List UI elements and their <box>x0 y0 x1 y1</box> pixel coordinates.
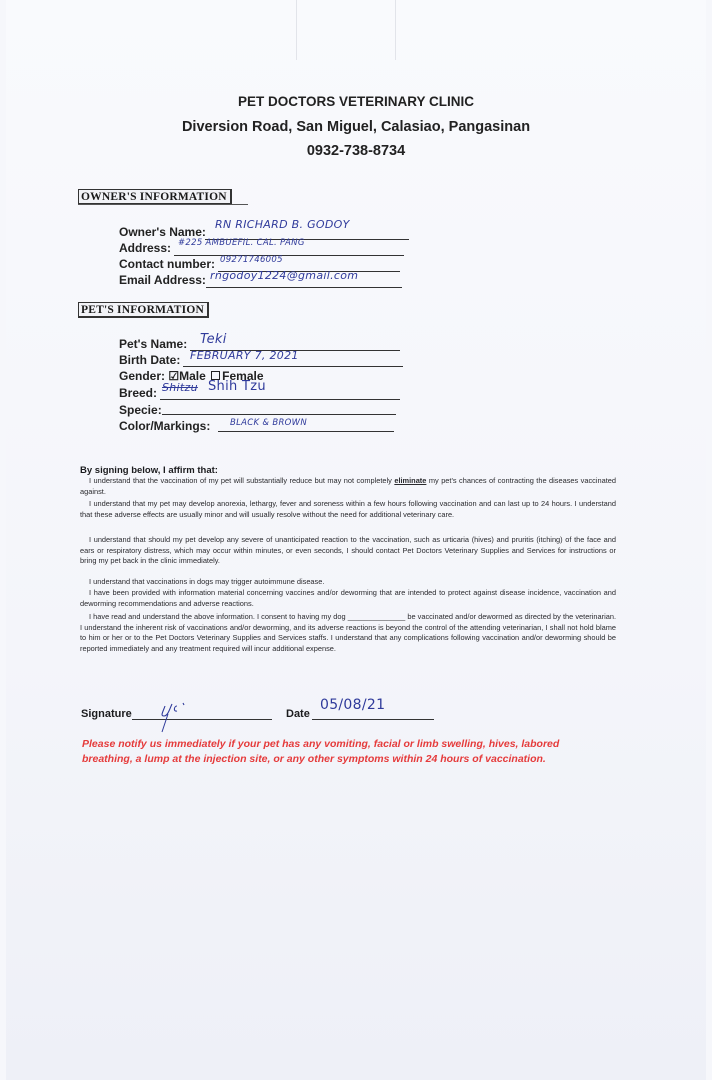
vaccination-notice: Please notify us immediately if your pet has any vomiting, facial or limb swelling, hives, labored breathing, a lump at the injection site, or any other symptoms within 24 hours of vaccination. <box>82 738 560 765</box>
address-label: Address: <box>119 241 172 255</box>
owner-name-label: Owner's Name: <box>119 225 206 239</box>
scan-artifact <box>296 0 297 60</box>
gender-male-label: Male <box>179 369 206 383</box>
signature-label: Signature <box>81 708 132 720</box>
gender-female-label: Female <box>222 369 264 383</box>
breed-value[interactable]: Shih Tzu <box>208 379 266 394</box>
email-label: Email Address: <box>119 273 206 287</box>
section-divider <box>78 204 248 205</box>
dog-name-blank[interactable]: ______________ <box>347 612 406 621</box>
owner-section-heading: OWNER'S INFORMATION <box>78 189 232 205</box>
pet-name-value[interactable]: Teki <box>200 332 227 347</box>
gender-label: Gender: <box>119 369 166 383</box>
color-label: Color/Markings: <box>119 419 211 433</box>
birth-date-line <box>183 366 403 367</box>
date-line <box>312 719 434 720</box>
contact-value[interactable]: 09271746005 <box>220 255 283 265</box>
specie-line[interactable] <box>162 414 396 415</box>
color-line <box>218 431 394 432</box>
color-value[interactable]: BLACK & BROWN <box>230 418 308 428</box>
affirmation-title: By signing below, I affirm that: <box>80 465 218 476</box>
eliminate-emphasis: eliminate <box>394 476 427 485</box>
clinic-phone: 0932-738-8734 <box>306 143 406 159</box>
date-value[interactable]: 05/08/21 <box>320 697 386 713</box>
breed-struck-value: Shitzu <box>162 381 198 394</box>
address-value[interactable]: #225 AMBUEFIL. CAL. PANG <box>178 238 305 248</box>
pet-section-heading: PET'S INFORMATION <box>78 302 209 318</box>
affirmation-paragraph-4: I understand that vaccinations in dogs may trigger autoimmune disease. <box>89 577 325 586</box>
affirmation-paragraph-2: I understand that my pet may develop anorexia, lethargy, fever and soreness within a few hours following vaccination and can last up to 24 hours. I understand that these adverse effects are usually minor and will usually resolve without the need for additional veterinary care. <box>80 499 616 519</box>
contact-label: Contact number: <box>119 257 215 271</box>
gender-male-checkbox[interactable]: ☑ <box>168 369 180 383</box>
affirmation-paragraph-1: I understand that the vaccination of my pet will substantially reduce but may not completely eliminate my pet's chances of contracting the diseases vaccinated against. <box>80 476 617 496</box>
signature-scribble <box>150 694 210 734</box>
birth-date-label: Birth Date: <box>119 353 181 367</box>
clinic-name: PET DOCTORS VETERINARY CLINIC <box>237 94 475 109</box>
affirmation-paragraph-6: I have read and understand the above information. I consent to having my dog ______________ be vaccinated and/or dewormed as directed by the veterinarian. I understand the inherent risk of vaccinations and/or deworming, and its adverse reactions is beyond the control of the attending veterinarian, I shall not hold blame to him or her or to the Pet Doctors Veterinary Supplies and Services staffs. I understand that any complications following vaccination and/or deworming should be reported immediately and any treatment required will incur additional expense. <box>80 612 617 653</box>
address-line <box>174 255 404 256</box>
breed-label: Breed: <box>119 386 158 400</box>
breed-line <box>160 399 400 400</box>
owner-name-value[interactable]: RN RICHARD B. GODOY <box>215 218 350 231</box>
date-label: Date <box>286 708 310 720</box>
affirmation-paragraph-5: I have been provided with information material concerning vaccines and/or deworming that are intended to protect against disease incidence, vaccination and deworming recommendations and adverse reactions. <box>80 588 616 608</box>
affirmation-paragraph-3: I understand that should my pet develop any severe of unanticipated reaction to the vaccination, such as urticaria (hives) and pruritis (itching) of the face and ears or respiratory distress, which may occur within minutes, or even seconds, I should contact Pet Doctors Veterinary Supplies and Services for instructions or bring my pet back in the clinic immediately. <box>80 535 616 565</box>
specie-label: Specie: <box>119 403 162 417</box>
email-line <box>206 287 402 288</box>
pet-name-label: Pet's Name: <box>119 337 188 351</box>
birth-date-value[interactable]: FEBRUARY 7, 2021 <box>190 349 299 362</box>
email-value[interactable]: rngodoy1224@gmail.com <box>210 269 359 282</box>
clinic-address: Diversion Road, San Miguel, Calasiao, Pangasinan <box>181 119 531 135</box>
scan-artifact <box>395 0 396 60</box>
